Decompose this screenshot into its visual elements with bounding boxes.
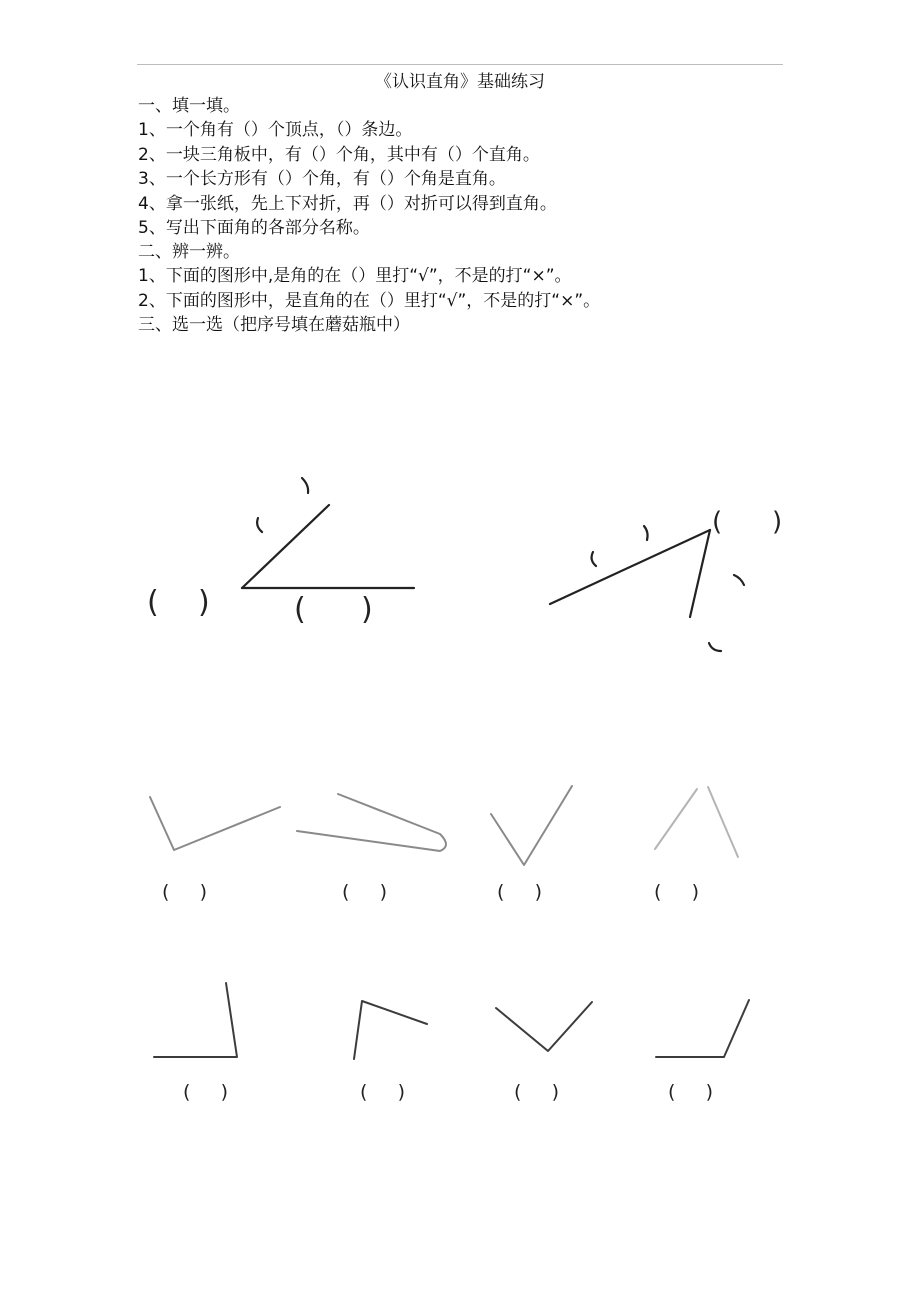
row1-figure-2 bbox=[297, 794, 446, 851]
question-1-1: 1、一个角有（）个顶点，（）条边。 bbox=[138, 120, 413, 140]
section-1-heading: 一、填一填。 bbox=[138, 96, 240, 116]
question-2-1: 1、下面的图形中,是角的在（）里打“√”，不是的打“×”。 bbox=[138, 266, 572, 286]
row1-answer-3[interactable]: ( ) bbox=[497, 881, 543, 903]
row2-figure-2 bbox=[354, 1001, 427, 1059]
angle1-side-paren-close: ) bbox=[361, 592, 373, 627]
row1-answer-4[interactable]: ( ) bbox=[654, 881, 700, 903]
angle1-side-paren-open: ( bbox=[294, 592, 306, 627]
row1-answer-2[interactable]: ( ) bbox=[342, 881, 388, 903]
row2-answer-1[interactable]: ( ) bbox=[183, 1081, 229, 1103]
angle2-vertex-paren-close: ) bbox=[772, 507, 783, 537]
question-2-2: 2、下面的图形中，是直角的在（）里打“√”，不是的打“×”。 bbox=[138, 291, 601, 311]
row2-answer-4[interactable]: ( ) bbox=[668, 1081, 714, 1103]
angle1-vertex-paren-close: ) bbox=[198, 585, 210, 620]
row2-answer-3[interactable]: ( ) bbox=[514, 1081, 560, 1103]
row2-figure-3 bbox=[496, 1002, 592, 1051]
row2-figure-4 bbox=[656, 1000, 749, 1057]
angle2-vertex-paren-open: ( bbox=[712, 507, 723, 537]
angle-diagram-2 bbox=[550, 526, 744, 651]
section-3-heading: 三、选一选（把序号填在蘑菇瓶中） bbox=[138, 315, 410, 335]
angle1-vertex-paren-open: ( bbox=[147, 585, 159, 620]
page-title: 《认识直角》基础练习 bbox=[375, 72, 545, 92]
row2-answer-2[interactable]: ( ) bbox=[360, 1081, 406, 1103]
question-1-2: 2、一块三角板中，有（）个角，其中有（）个直角。 bbox=[138, 145, 540, 165]
question-1-3: 3、一个长方形有（）个角，有（）个角是直角。 bbox=[138, 169, 506, 189]
angle-diagram-1 bbox=[242, 478, 414, 588]
question-1-4: 4、拿一张纸，先上下对折，再（）对折可以得到直角。 bbox=[138, 194, 557, 214]
row1-figure-1 bbox=[150, 797, 280, 850]
row1-answer-1[interactable]: ( ) bbox=[162, 881, 208, 903]
question-1-5: 5、写出下面角的各部分名称。 bbox=[138, 218, 370, 238]
row1-figure-4 bbox=[655, 787, 738, 857]
row2-figure-1 bbox=[154, 983, 237, 1057]
section-2-heading: 二、辨一辨。 bbox=[138, 242, 240, 262]
row1-figure-3 bbox=[491, 786, 572, 865]
